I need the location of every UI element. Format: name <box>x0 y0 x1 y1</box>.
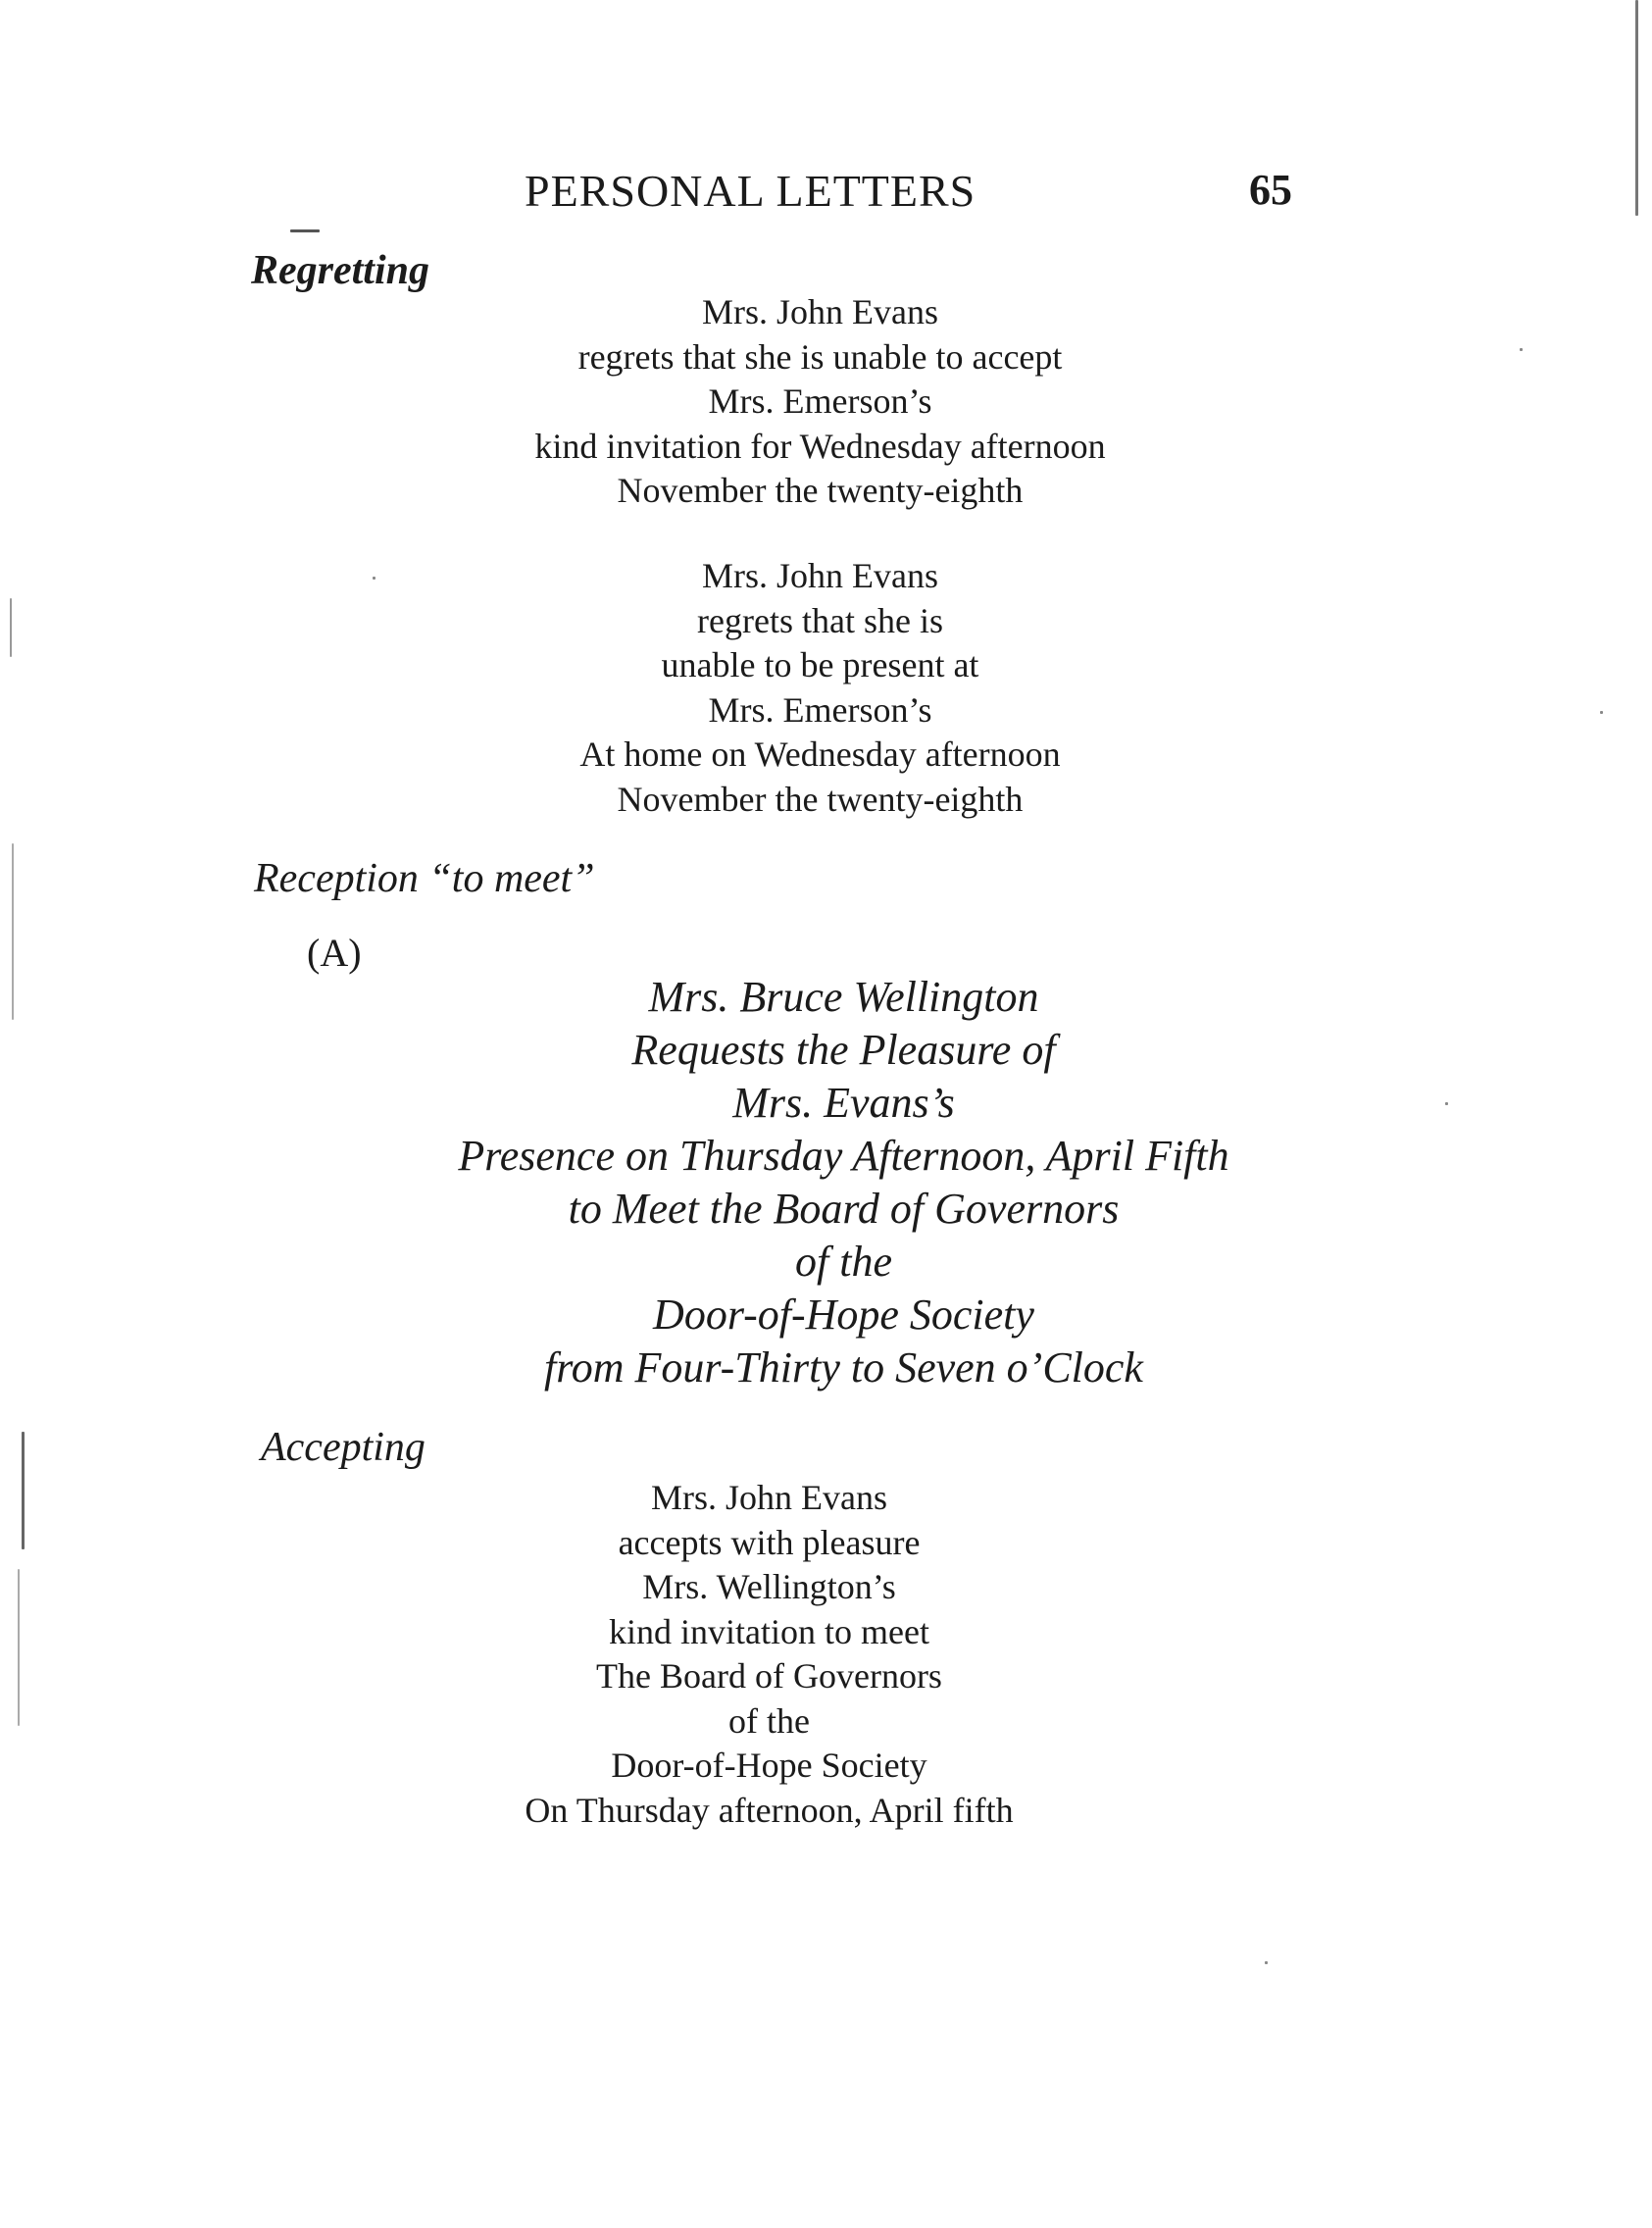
scan-mark <box>22 1432 25 1549</box>
invitation-line: Presence on Thursday Afternoon, April Fifth <box>458 1132 1229 1180</box>
subsection-label: (A) <box>307 931 362 975</box>
section-heading-accepting: Accepting <box>261 1425 426 1470</box>
scan-mark <box>12 843 14 1020</box>
scan-mark <box>18 1569 20 1726</box>
scan-speck <box>1520 348 1523 351</box>
acceptance-line: On Thursday afternoon, April fifth <box>525 1790 1014 1830</box>
section-heading-reception: Reception “to meet” <box>254 856 595 901</box>
invitation-line: of the <box>795 1238 892 1286</box>
scan-speck <box>373 577 375 580</box>
invitation-line: Door-of-Hope Society <box>653 1291 1034 1339</box>
regret-note-1-line: Mrs. Emerson’s <box>708 381 932 421</box>
scan-speck <box>1600 711 1603 714</box>
print-mark <box>290 229 320 232</box>
regret-note-1-line: November the twenty-eighth <box>617 471 1024 510</box>
regret-note-2-line: regrets that she is <box>697 600 943 640</box>
acceptance-line: The Board of Governors <box>596 1656 942 1696</box>
acceptance-line: Mrs. John Evans <box>651 1478 887 1517</box>
invitation-line: Mrs. Evans’s <box>732 1079 955 1127</box>
acceptance-note <box>0 1476 1595 1833</box>
scan-mark <box>1635 0 1638 216</box>
scan-mark <box>10 598 12 657</box>
invitation-line: from Four-Thirty to Seven o’Clock <box>544 1343 1143 1392</box>
running-head-title: PERSONAL LETTERS <box>525 166 976 216</box>
regret-note-1-line: kind invitation for Wednesday afternoon <box>534 426 1106 466</box>
acceptance-line: accepts with pleasure <box>618 1522 921 1562</box>
page-number: 65 <box>1249 166 1292 214</box>
acceptance-line: kind invitation to meet <box>609 1611 929 1651</box>
scan-speck <box>1265 1961 1268 1964</box>
invitation-line: Requests the Pleasure of <box>631 1026 1056 1074</box>
reception-invitation <box>18 971 1652 1394</box>
regret-note-2 <box>0 554 1646 822</box>
regret-note-2-line: Mrs. John Evans <box>702 556 938 595</box>
invitation-line: Mrs. Bruce Wellington <box>648 973 1039 1021</box>
section-heading-regretting: Regretting <box>251 248 430 293</box>
regret-note-2-line: November the twenty-eighth <box>617 779 1024 819</box>
acceptance-line: of the <box>728 1700 810 1741</box>
regret-note-1-line: Mrs. John Evans <box>702 292 938 331</box>
running-head <box>0 165 1652 214</box>
regret-note-2-line: unable to be present at <box>661 645 979 684</box>
regret-note-2-line: Mrs. Emerson’s <box>708 689 932 730</box>
invitation-line: to Meet the Board of Governors <box>568 1185 1120 1233</box>
acceptance-line: Mrs. Wellington’s <box>642 1567 896 1606</box>
acceptance-line: Door-of-Hope Society <box>611 1746 927 1785</box>
regret-note-2-line: At home on Wednesday afternoon <box>579 734 1061 774</box>
scan-speck <box>1445 1102 1448 1105</box>
regret-note-1-line: regrets that she is unable to accept <box>577 336 1063 377</box>
regret-note-1 <box>0 290 1646 514</box>
